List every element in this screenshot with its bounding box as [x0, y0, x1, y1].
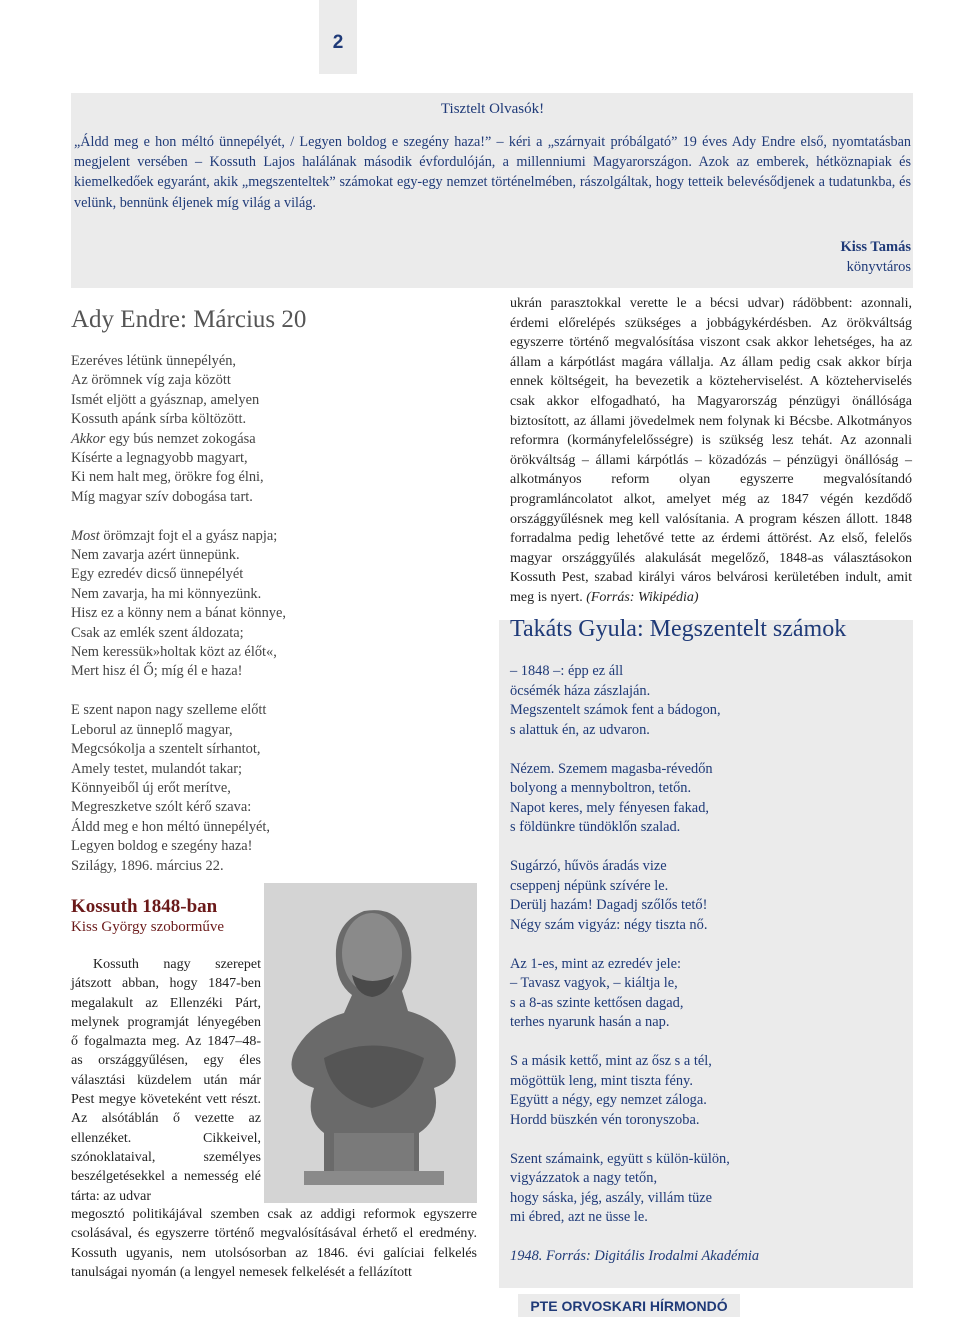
poem-line: Leborul az ünneplő magyar, — [71, 721, 233, 738]
kossuth-article-continued: megosztó politikájával szemben csak az addigi reformok egyszerre csolásával, és egyszerre történő megvalósításával érhető el eredmény. Kossuth ugyanis, nem utolsósorban az 1846. évi galíciai felkelés tanulságai nyomán (a lengyel nemesek felkelését a fellázított — [71, 1207, 477, 1280]
poem-line: Megreszketve szólt kérő szava: — [71, 799, 252, 816]
poem-line: Megcsókolja a szentelt sírhantot, — [71, 741, 261, 758]
poem-stanza — [510, 760, 910, 838]
poem-line: Négy szám vigyáz: négy tiszta nő. — [510, 916, 708, 933]
poem-title-takats: Takáts Gyula: Megszentelt számok — [510, 616, 847, 642]
poem-line — [71, 430, 331, 449]
poem-line: Mert hisz él Ő; míg él e haza! — [71, 663, 243, 680]
kossuth-article-right-text: ukrán parasztokkal verette le a bécsi udvar) rádöbbent: azonnali, érdemi előrelépés szükséges a jobbágykérdésben. Az örökváltság egyszerre történő megvalósítása viszont csak akkor lehetséges, ha az állam a kárpótlást magára vállalja. Az állam pedig csak akkor bírja ennek költségeit, ha bevezetik a közteherviselést. A közteherviselés csak akkor elfogadható, ha Magyarország pénzügyi önállósága biztosított, az állami jövedelmek nem folynak ki Bécsbe. Alkotmányos reformra (kormányfelelősségre) is szükség lesz tehát. Az azonnali örökváltság – állami kárpótlás – közadózás – pénzügyi önállóság – alkotmányos reform olyan egyszerre megvalósítandó programláncolatot alkot, amelyet még az 1847 végén kezdődő országgyűlésnek meg kell valósítania. A program készen állott. 1848 forradalma pedig lehetővé tette az érdemi áttörést. Az első, felelős magyar országgyűlés alakulását megelőző, 1848-as választásokon Kossuth Pest, szabad királyi város belvárosi kerületében indult, amit meg is nyert. — [510, 296, 912, 605]
poem-line: Hordd büszkén vén toronyszoba. — [510, 1111, 700, 1128]
kossuth-article-column — [71, 955, 261, 1206]
poem-stanza — [71, 701, 331, 876]
poem-line: Kísérte a legnagyobb magyart, — [71, 450, 248, 467]
poem-title-ady: Ady Endre: Március 20 — [71, 306, 307, 333]
kossuth-heading: Kossuth 1848-ban — [71, 896, 218, 917]
kossuth-subheading: Kiss György szoborműve — [71, 919, 225, 935]
poem-line: Nézem. Szemem magasba-révedőn — [510, 760, 713, 777]
poem-line: bolyong a mennyboltron, tetőn. — [510, 780, 692, 796]
poem-stanza — [510, 955, 910, 1033]
poem-line — [71, 527, 331, 546]
footer-banner — [518, 1294, 740, 1317]
page-number-tab — [319, 0, 357, 74]
editorial-signature — [840, 237, 911, 277]
poem-line: Nem zavarja azért ünnepünk. — [71, 547, 240, 564]
poem-line: Napot keres, mely fényesen fakad, — [510, 799, 709, 816]
publication-name: PTE ORVOSKARI HÍRMONDÓ — [530, 1297, 728, 1314]
poem-line: Egy ezredév dicső ünnepélyét — [71, 566, 244, 583]
poem-line: s alattuk én, az udvaron. — [510, 721, 650, 738]
page-number: 2 — [332, 32, 344, 53]
signature-role: könyvtáros — [846, 259, 911, 275]
article-source: (Forrás: Wikipédia) — [586, 589, 699, 605]
poem-takats — [510, 662, 910, 1267]
kossuth-article-right — [510, 294, 912, 608]
poem-line: Megszentelt számok fent a bádogon, — [510, 702, 721, 718]
poem-line: Az örömnek víg zaja között — [71, 372, 231, 389]
poem-line: terhes nyarunk hasán a nap. — [510, 1014, 670, 1030]
poem-line: Szent számaink, együtt s külön-külön, — [510, 1150, 730, 1167]
poem-line: Csak az emlék szent áldozata; — [71, 624, 244, 641]
poem-line: Nem keressük»holtak közt az élőt«, — [71, 644, 277, 661]
poem-line: Kossuth apánk sírba költözött. — [71, 411, 247, 428]
poem-line: Amely testet, mulandót takar; — [71, 760, 243, 777]
poem-stanza — [510, 857, 910, 935]
poem-line: vigyázzatok a nagy tetőn, — [510, 1170, 658, 1186]
poem-line: – 1848 –: épp ez áll — [510, 663, 624, 679]
poem-stanza — [71, 352, 331, 507]
editorial-text: „Áldd meg e hon méltó ünnepélyét, / Legyen boldog e szegény haza!” – kéri a „szárnyait próbálgató” 19 éves Ady Endre első, nyomtatásban megjelent versében – Kossuth Lajos halálának második évfordulóján, a millenniumi Magyarországon. Azok az emberek, hétköznapiak és kiemelkedőek egyaránt, akik „megszenteltek” számokat egy-egy nemzet történelmében, rászolgáltak, hogy tetteik belevésődjenek a tudatunkba, és velünk, bennünk éljenek míg világ a világ. — [74, 134, 911, 211]
poem-line: cseppenj népünk szívére le. — [510, 877, 669, 894]
poem-line: E szent napon nagy szelleme előtt — [71, 702, 267, 719]
poem-line: Ki nem halt meg, örökre fog élni, — [71, 469, 264, 486]
poem-line: Míg magyar szív dobogása tart. — [71, 488, 253, 505]
kossuth-bust-photo — [264, 883, 477, 1203]
poem-credit: 1948. Forrás: Digitális Irodalmi Akadémia — [510, 1248, 760, 1264]
poem-line: Az 1-es, mint az ezredév jele: — [510, 955, 682, 972]
bust-illustration — [264, 883, 477, 1203]
poem-line: Ismét eljött a gyásznap, amelyen — [71, 391, 260, 408]
poem-line: Sugárzó, hűvös áradás vize — [510, 858, 667, 874]
poem-line-italic: Akkor — [71, 430, 106, 447]
poem-line: – Tavasz vagyok, – kiáltja le, — [510, 975, 678, 991]
poem-line: hogy sáska, jég, aszály, villám tüze — [510, 1189, 713, 1206]
poem-line-rest: egy bús nemzet zokogása — [105, 430, 256, 447]
poem-line: Hisz ez a könny nem a bánat könnye, — [71, 605, 286, 622]
poem-line: S a másik kettő, mint az ősz s a tél, — [510, 1053, 712, 1069]
poem-ady — [71, 352, 331, 895]
poem-line: mögöttük leng, mint tiszta fény. — [510, 1072, 693, 1089]
poem-stanza — [510, 662, 910, 740]
poem-line: Áldd meg e hon méltó ünnepélyét, — [71, 818, 271, 835]
poem-stanza — [510, 1150, 910, 1228]
poem-line-rest: örömzajt fojt el a gyász napja; — [99, 527, 278, 544]
poem-line: öcsémék háza zászlaján. — [510, 682, 651, 699]
editorial-greeting: Tisztelt Olvasók! — [440, 101, 545, 117]
poem-line: mi ébred, azt ne üsse le. — [510, 1209, 648, 1225]
poem-stanza — [510, 1052, 910, 1130]
poem-line: Nem zavarja, ha mi könnyezünk. — [71, 585, 262, 602]
editorial-box — [71, 93, 913, 288]
poem-line: Könnyeiből új erőt merítve, — [71, 779, 231, 796]
poem-line: Szilágy, 1896. március 22. — [71, 857, 224, 874]
poem-line: Ezeréves létünk ünnepélyén, — [71, 353, 237, 369]
poem-line: Együtt a négy, egy nemzet zálogа. — [510, 1092, 707, 1108]
poem-line: s földünkre tündöklőn szalad. — [510, 819, 681, 835]
signature-name: Kiss Tamás — [840, 239, 911, 255]
poem-line-italic: Most — [71, 527, 100, 544]
poem-line: Derülj hazám! Dagadj szőlős tető! — [510, 897, 708, 913]
poem-stanza — [71, 527, 331, 682]
poem-line: Legyen boldog e szegény haza! — [71, 838, 253, 855]
poem-line: s a 8-as szinte kettősen dagad, — [510, 994, 684, 1011]
kossuth-article-text: Kossuth nagy szerepet játszott abban, hogy 1847-ben megalakult az Ellenzéki Párt, melynek programját lényegében ő fogalmazta meg. Az 1847–48-as országgyűlésen, egy éles választási küzdelem után már Pest megye követeként vett részt. Az alsótáblán ő vezette az ellenzéket. Cikkeivel, szónoklataival, személyes beszélgetésekkel a nemesség elé tárta: az udvar — [71, 957, 261, 1204]
